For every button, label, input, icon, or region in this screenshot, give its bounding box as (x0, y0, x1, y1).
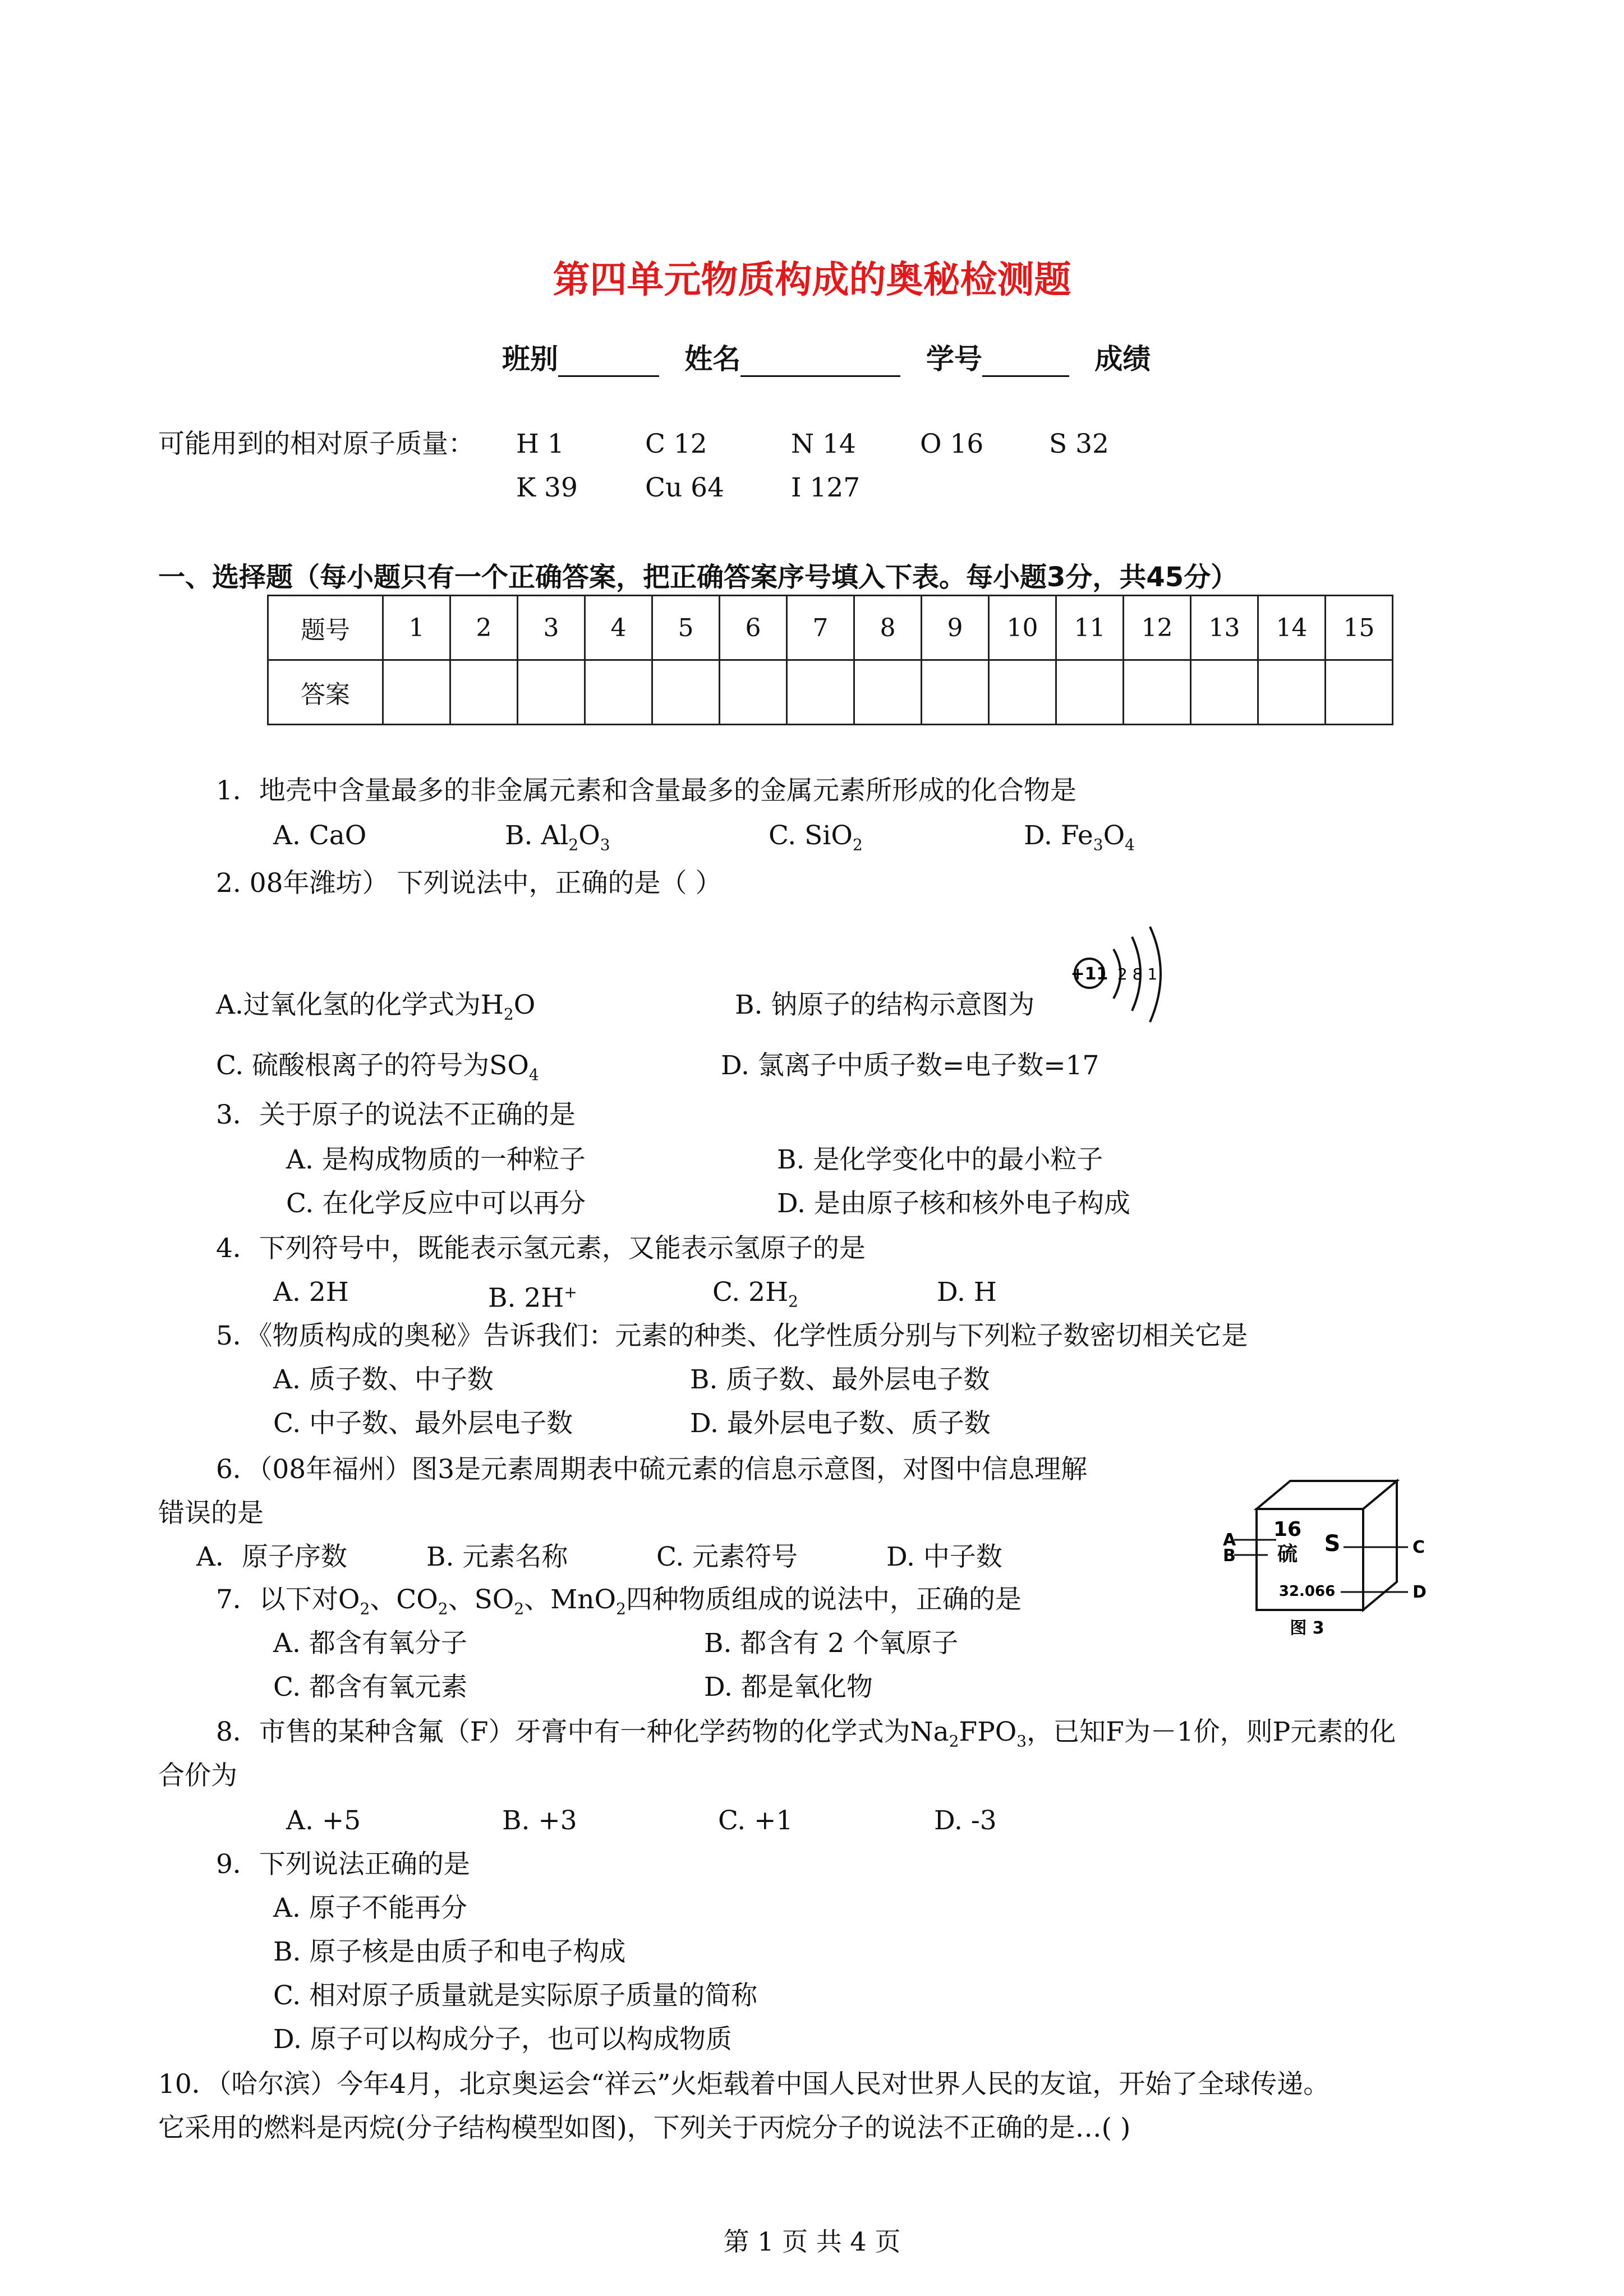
answer-cell[interactable] (1191, 660, 1258, 725)
q3-option-c: C. 在化学反应中可以再分 (286, 1188, 586, 1219)
q6-stem-cont: 错误的是 (158, 1498, 264, 1529)
label-a: A (1223, 1530, 1236, 1550)
atomic-mass-o: O 16 (920, 429, 984, 459)
question-number: 3 (518, 596, 585, 660)
q5-option-c: C. 中子数、最外层电子数 (273, 1408, 573, 1439)
answer-cell[interactable] (450, 660, 518, 725)
electron-shells: 2 8 1 (1117, 965, 1158, 983)
q10-stem: 10．（哈尔滨）今年4月，北京奥运会“祥云”火炬载着中国人民对世界人民的友谊，开始了全球传递。 (158, 2069, 1330, 2100)
score-label: 成绩 (1094, 343, 1151, 375)
figure-caption: 图 3 (1290, 1618, 1324, 1638)
atomic-mass-value: 32.066 (1278, 1583, 1336, 1600)
q2-option-c: C. 硫酸根离子的符号为$SO_4$ (216, 1050, 539, 1084)
q1-option-b: B. $Al_2O_3$ (505, 820, 610, 854)
q8-option-b: B. +3 (502, 1805, 577, 1836)
atomic-mass-s: S 32 (1049, 429, 1109, 459)
q2-stem: 2. 08年潍坊） 下列说法中，正确的是（ ） (216, 868, 722, 899)
q6-option-a: A．原子序数 (196, 1542, 347, 1572)
row-label-number: 题号 (268, 596, 383, 660)
label-d: D (1413, 1582, 1427, 1602)
answer-cell[interactable] (1124, 660, 1191, 725)
question-number: 4 (585, 596, 652, 660)
class-blank[interactable] (558, 351, 659, 377)
q5-option-d: D. 最外层电子数、质子数 (690, 1408, 991, 1439)
q6-option-c: C. 元素符号 (656, 1542, 798, 1572)
atomic-mass-c: C 12 (645, 429, 707, 459)
atomic-mass-h: H 1 (516, 429, 564, 459)
question-number: 2 (450, 596, 518, 660)
question-number: 9 (922, 596, 989, 660)
sodium-atom-diagram (1066, 920, 1172, 1032)
question-number: 14 (1258, 596, 1326, 660)
answer-cell[interactable] (1258, 660, 1326, 725)
q7-stem: 7．以下对$O_2$、$CO_2$、$SO_2$、MnO$_2$四种物质组成的说法中，正确的是 (216, 1584, 1022, 1618)
q9-stem: 9．下列说法正确的是 (216, 1849, 470, 1880)
q4-option-b: B. 2H+ (488, 1282, 577, 1314)
answer-cell[interactable] (989, 660, 1056, 725)
q8-stem: 8．市售的某种含氟（F）牙膏中有一种化学药物的化学式为$Na_2FPO_3$，已知F为－1价，则P元素的化 (216, 1717, 1396, 1751)
element-symbol: S (1324, 1531, 1341, 1557)
answer-cell[interactable] (383, 660, 450, 725)
q6-option-d: D. 中子数 (886, 1542, 1002, 1572)
atomic-mass-cu: Cu 64 (645, 472, 724, 503)
q2-option-d: D. 氯离子中质子数=电子数=17 (721, 1050, 1099, 1081)
q3-stem: 3．关于原子的说法不正确的是 (216, 1099, 576, 1130)
question-number: 11 (1056, 596, 1124, 660)
answer-cell[interactable] (652, 660, 720, 725)
section-heading: 一、选择题（每小题只有一个正确答案，把正确答案序号填入下表。每小题3分，共45分） (158, 562, 1238, 593)
q9-option-d: D. 原子可以构成分子，也可以构成物质 (273, 2024, 732, 2055)
sulfur-element-figure (1223, 1470, 1436, 1638)
q2-option-a: A.过氧化氢的化学式为$H_2O$ (216, 990, 536, 1024)
q1-option-c: C. SiO$_2$ (769, 820, 863, 854)
atomic-mass-n: N 14 (791, 429, 856, 459)
q9-option-c: C. 相对原子质量就是实际原子质量的简称 (273, 1980, 758, 2011)
answer-cell[interactable] (518, 660, 585, 725)
label-b: B (1223, 1546, 1236, 1566)
q4-option-d: D. H (937, 1277, 997, 1308)
page-footer: 第 1 页 共 4 页 (723, 2226, 901, 2257)
label-c: C (1413, 1538, 1425, 1557)
q4-option-c: C. $2H_2$ (712, 1277, 798, 1311)
q8-stem-cont: 合价为 (158, 1760, 237, 1791)
question-number: 6 (720, 596, 787, 660)
q3-option-b: B. 是化学变化中的最小粒子 (777, 1144, 1103, 1175)
q7-option-c: C. 都含有氧元素 (273, 1672, 468, 1703)
q7-option-b: B. 都含有 2 个氧原子 (704, 1628, 959, 1659)
question-number: 13 (1191, 596, 1258, 660)
q2-option-b: B. 钠原子的结构示意图为 (735, 990, 1035, 1020)
q4-option-a: A. 2H (273, 1277, 349, 1308)
answer-cell[interactable] (787, 660, 854, 725)
q6-option-b: B. 元素名称 (426, 1542, 568, 1572)
q5-option-a: A. 质子数、中子数 (273, 1364, 494, 1395)
name-blank[interactable] (740, 351, 900, 377)
page-title: 第四单元物质构成的奥秘检测题 (553, 258, 1071, 301)
q1-option-a: A. CaO (273, 820, 367, 851)
q1-stem: 1．地壳中含量最多的非金属元素和含量最多的金属元素所形成的化合物是 (216, 775, 1076, 806)
answer-cell[interactable] (1326, 660, 1393, 725)
answer-cell[interactable] (922, 660, 989, 725)
answer-table-answer-row (268, 660, 1393, 725)
id-blank[interactable] (982, 351, 1069, 377)
q8-option-c: C. +1 (718, 1805, 793, 1836)
q7-option-a: A. 都含有氧分子 (273, 1628, 467, 1659)
q8-option-d: D. -3 (934, 1805, 997, 1836)
atomic-mass-label: 可能用到的相对原子质量： (158, 429, 475, 459)
q3-option-d: D. 是由原子核和核外电子构成 (777, 1188, 1130, 1219)
answer-cell[interactable] (585, 660, 652, 725)
answer-cell[interactable] (720, 660, 787, 725)
question-number: 15 (1326, 596, 1393, 660)
q3-option-a: A. 是构成物质的一种粒子 (286, 1144, 586, 1175)
question-number: 1 (383, 596, 450, 660)
nucleus-charge: +11 (1070, 964, 1108, 984)
q7-option-d: D. 都是氧化物 (704, 1672, 873, 1703)
q6-stem: 6．（08年福州）图3是元素周期表中硫元素的信息示意图，对图中信息理解 (216, 1454, 1088, 1485)
row-label-answer: 答案 (268, 660, 383, 725)
atomic-mass-k: K 39 (516, 472, 578, 503)
id-label: 学号 (926, 343, 982, 375)
name-label: 姓名 (684, 343, 741, 375)
element-name: 硫 (1277, 1543, 1298, 1566)
question-number: 10 (989, 596, 1056, 660)
question-number: 7 (787, 596, 854, 660)
question-number: 12 (1124, 596, 1191, 660)
answer-cell[interactable] (1056, 660, 1124, 725)
question-number: 5 (652, 596, 720, 660)
q4-stem: 4．下列符号中，既能表示氢元素，又能表示氢原子的是 (216, 1233, 866, 1264)
answer-cell[interactable] (854, 660, 922, 725)
q1-option-d: D. $Fe_3O_4$ (1024, 820, 1135, 854)
q5-option-b: B. 质子数、最外层电子数 (690, 1364, 990, 1395)
q9-option-a: A. 原子不能再分 (273, 1893, 467, 1924)
q9-option-b: B. 原子核是由质子和电子构成 (273, 1936, 626, 1967)
answer-table-header-row (268, 596, 1393, 660)
student-info (502, 337, 1151, 377)
q5-stem: 5．《物质构成的奥秘》告诉我们：元素的种类、化学性质分别与下列粒子数密切相关它是 (216, 1320, 1248, 1351)
class-label: 班别 (502, 343, 558, 375)
q8-option-a: A. +5 (286, 1805, 361, 1836)
atomic-mass-i: I 127 (791, 472, 861, 503)
atomic-number: 16 (1273, 1518, 1302, 1541)
question-number: 8 (854, 596, 922, 660)
q10-stem-cont: 它采用的燃料是丙烷(分子结构模型如图)，下列关于丙烷分子的说法不正确的是…( ) (158, 2113, 1131, 2143)
answer-table (267, 595, 1393, 725)
